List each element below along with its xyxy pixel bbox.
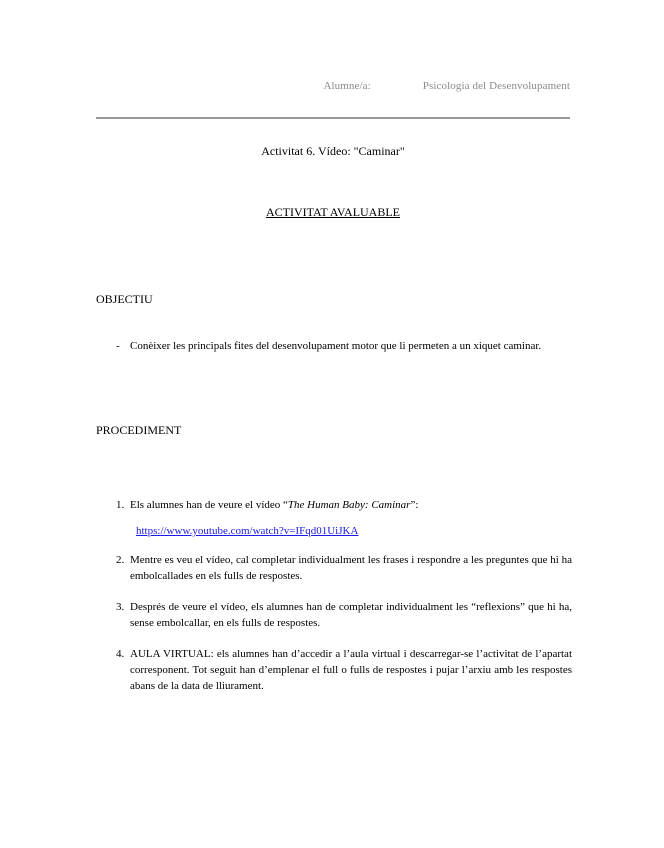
page-header (96, 80, 570, 92)
objective-bullet: - (116, 340, 120, 352)
header-divider (96, 117, 570, 119)
procedure-step-1 (116, 497, 572, 513)
procedure-steps-list (116, 497, 572, 694)
step-text-part: Els alumnes han de veure el vídeo “ (130, 499, 288, 511)
step-text: AULA VIRTUAL: els alumnes han d’accedir a l’aula virtual i descarregar-se l’activitat de l’apartat corresponent. Tot seguit han d’emplenar el full o fulls de respostes i pujar l’arxiu amb les respostes abans de la data de lliurament. (130, 648, 572, 692)
objective-item (116, 338, 572, 354)
procedure-step-3 (116, 599, 572, 631)
step-text-part: ”: (410, 499, 419, 511)
step-number: 1. (116, 499, 125, 511)
procedure-step-2 (116, 552, 572, 584)
objective-text: Conèixer les principals fites del desenvolupament motor que li permeten a un xiquet caminar. (130, 340, 542, 352)
step-text: Després de veure el vídeo, els alumnes han de completar individualment les “reflexions” que hi ha, sense embolcallar, en els fulls de respostes. (130, 601, 572, 629)
step-number: 3. (116, 601, 125, 613)
objectiu-heading: OBJECTIU (96, 292, 153, 306)
step-text: Mentre es veu el vídeo, cal completar individualment les frases i respondre a les preguntes que hi ha embolcallades en els fulls de respostes. (130, 554, 572, 582)
video-link-line (116, 523, 572, 539)
document-subtitle: ACTIVITAT AVALUABLE (265, 205, 401, 219)
step-number: 2. (116, 554, 125, 566)
header-course-name: Psicologia del Desenvolupament (422, 80, 570, 92)
video-title: The Human Baby: Caminar (287, 499, 411, 511)
procedure-step-4 (116, 646, 572, 694)
procediment-heading: PROCEDIMENT (96, 423, 182, 437)
step-number: 4. (116, 648, 125, 660)
document-title: Activitat 6. Vídeo: "Caminar" (261, 144, 405, 158)
video-link[interactable]: https://www.youtube.com/watch?v=IFqd01UiJKA (136, 525, 359, 537)
header-student-label: Alumne/a: (323, 80, 371, 92)
step-text (130, 497, 572, 513)
